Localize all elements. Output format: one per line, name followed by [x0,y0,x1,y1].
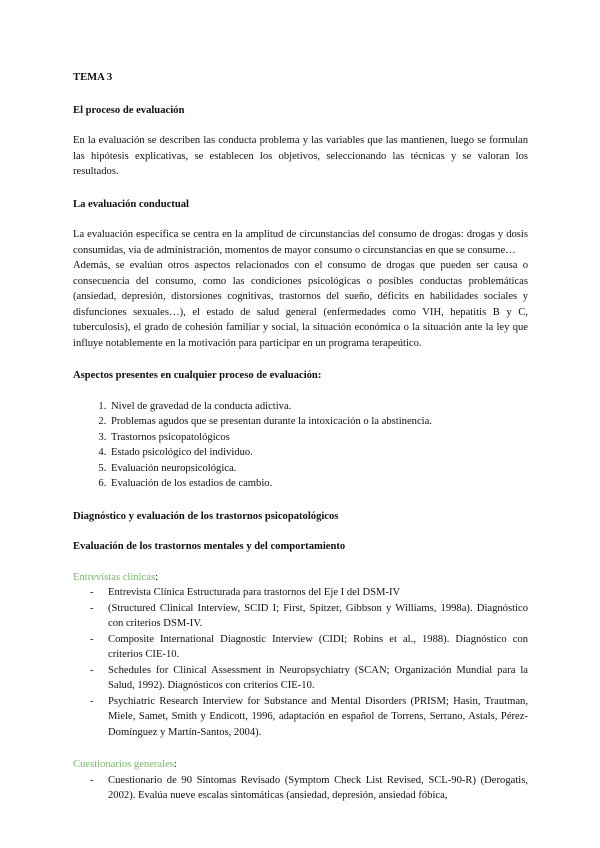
document-title: TEMA 3 [73,72,113,83]
list-item: - Composite International Diagnostic Interview (CIDI; Robins et al., 1988). Diagnóstico con criterios CIE-10. [108,632,528,663]
interviews-colon: : [155,571,159,583]
section-heading-diagnostico: Diagnóstico y evaluación de los trastornos psicopatológicos [73,510,339,522]
list-item: - Entrevista Clínica Estructurada para trastornos del Eje I del DSM-IV [108,585,528,601]
questionnaires-label: Cuestionarios generales [73,759,174,770]
list-item: 2. Problemas agudos que se presentan durante la intoxicación o la abstinencia. [109,414,528,430]
section-heading-aspectos: Aspectos presentes en cualquier proceso de evaluación: [73,370,322,381]
section-heading-conductual: La evaluación conductual [73,198,189,210]
interviews-list [73,585,528,740]
list-item: 1. Nivel de gravedad de la conducta adictiva. [109,399,528,415]
list-item: 5. Evaluación neuropsicológica. [109,461,528,477]
interviews-label-line [73,570,528,586]
paragraph-proceso: En la evaluación se describen las conducta problema y las variables que las mantienen, luego se formulan las hipótesis explicativas, se establecen los objetivos, seleccionando las técnicas y se valoran los resultados. [73,135,528,177]
list-item: 4. Estado psicológico del individuo. [109,445,528,461]
document-page [73,70,528,804]
list-item: 6. Evaluación de los estadios de cambio. [109,476,528,492]
list-item: - Psychiatric Research Interview for Substance and Mental Disorders (PRISM; Hasin, Trautman, Miele, Samet, Smith y Endicott, 1996, adaptación en español de Torrens, Serrano, Astals, Pérez-Domínguez y Martín-Santos, 2004). [108,694,528,741]
paragraph-conductual-2: Además, se evalúan otros aspectos relacionados con el consumo de drogas que pueden ser causa o consecuencia del consumo, como las condiciones psicológicas o posibles conductas problemáticas (ansiedad, depresión, distorsiones cognitivas, trastornos del sueño, déficits en habilidades sociales y disfunciones sexuales…), el estado de salud general (enfermedades como VIH, hepatitis B y C, tuberculosis), el grado de cohesión familiar y social, la situación económica o la situación ante la ley que influye notablemente en la motivación para participar en un programa terapeútico. [73,260,528,349]
subheading-trastornos-mentales: Evaluación de los trastornos mentales y del comportamiento [73,541,346,552]
list-item: - Schedules for Clinical Assessment in Neuropsychiatry (SCAN; Organización Mundial para la Salud, 1992). Diagnósticos con criterios CIE-10. [108,663,528,694]
questionnaires-list [73,773,528,804]
interviews-label: Entrevistas clínicas [73,571,156,583]
questionnaires-label-line [73,757,528,773]
aspectos-list [73,399,528,492]
list-item: - Cuestionario de 90 Síntomas Revisado (Symptom Check List Revised, SCL-90-R) (Derogatis, 2002). Evalúa nueve escalas sintomáticas (ansiedad, depresión, ansiedad fóbica, [108,773,528,804]
paragraph-conductual-1: La evaluación específica se centra en la amplitud de circunstancias del consumo de drogas: drogas y dosis consumidas, vía de administración, momentos de mayor consumo o circunstancias en que se consume… [73,229,528,256]
section-heading-proceso: El proceso de evaluación [73,104,185,116]
questionnaires-colon: : [173,759,177,770]
list-item: - (Structured Clinical Interview, SCID I; First, Spitzer, Gibbson y Williams, 1998a). Diagnóstico con criterios DSM-IV. [108,601,528,632]
list-item: 3. Trastornos psicopatológicos [109,430,528,446]
